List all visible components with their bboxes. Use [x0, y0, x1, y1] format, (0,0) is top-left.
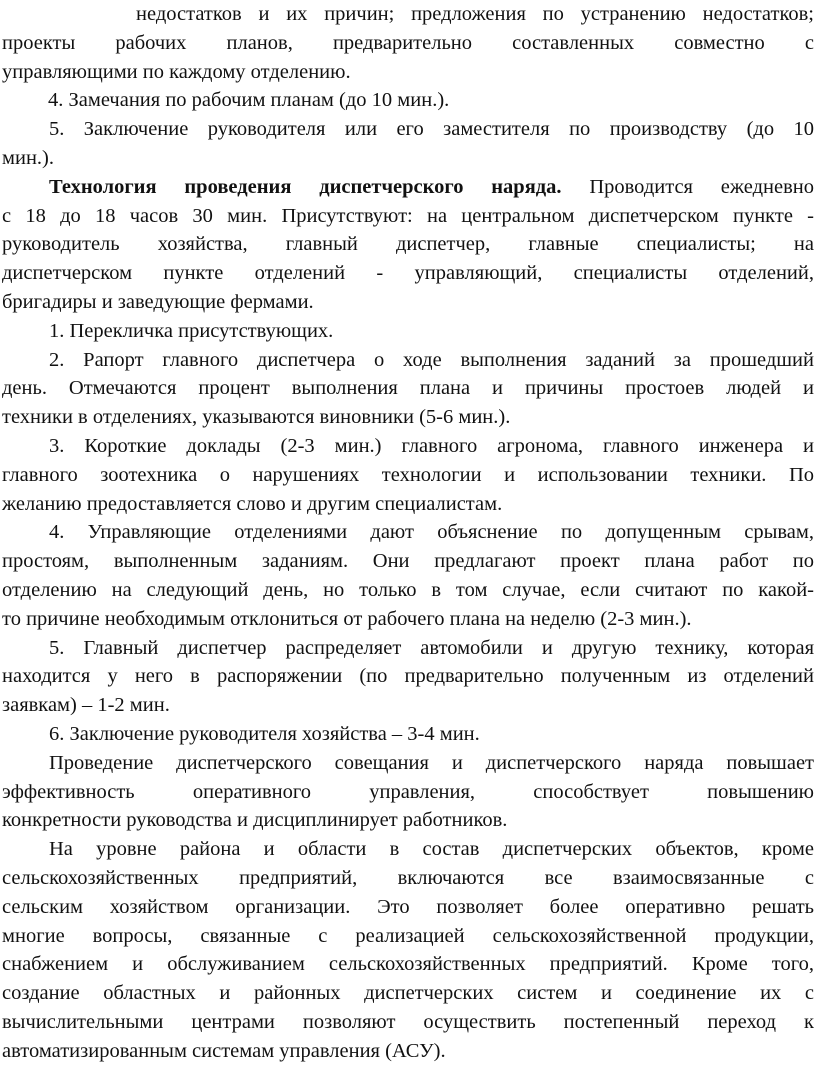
- text-line: [2, 173, 814, 202]
- bold-heading: Технология проведения диспетчерского наряда.: [49, 175, 562, 198]
- text-line: вычислительными центрами позволяют осуществить постепенный переход к: [2, 1010, 814, 1033]
- text-span: Проводится ежедневно: [561, 175, 814, 198]
- text-line: заявкам) – 1-2 мин.: [2, 694, 170, 717]
- text-line: с 18 до 18 часов 30 мин. Присутствуют: на центральном диспетчерском пункте -: [2, 204, 814, 227]
- text-line: 4. Управляющие отделениями дают объяснение по допущенным срывам,: [49, 521, 814, 544]
- paragraph: [2, 115, 814, 173]
- text-line: 2. Рапорт главного диспетчера о ходе выполнения заданий за прошедший: [49, 348, 814, 371]
- text-line: техники в отделениях, указываются виновники (5-6 мин.).: [2, 406, 511, 429]
- text-line: мин.).: [2, 146, 54, 169]
- text-line: проекты рабочих планов, предварительно составленных совместно с: [2, 31, 814, 54]
- paragraph: [2, 634, 814, 720]
- text-line: сельскохозяйственных предприятий, включаются все взаимосвязанные с: [2, 866, 814, 889]
- paragraph: [2, 346, 814, 432]
- paragraph: [2, 518, 814, 633]
- text-line: 6. Заключение руководителя хозяйства – 3-4 мин.: [49, 722, 480, 745]
- text-line: то причине необходимым отклониться от рабочего плана на неделю (2-3 мин.).: [2, 607, 692, 630]
- text-line: создание областных и районных диспетчерских систем и соединение их с: [2, 982, 814, 1005]
- text-line: 3. Короткие доклады (2-3 мин.) главного агронома, главного инженера и: [49, 434, 814, 457]
- text-line: отделению на следующий день, но только в том случае, если считают по какой-: [2, 578, 814, 601]
- paragraph: [2, 835, 814, 1065]
- text-line: недостатков и их причин; предложения по устранению недостатков;: [2, 3, 814, 25]
- text-line: 4. Замечания по рабочим планам (до 10 мин.).: [48, 89, 450, 112]
- text-line: конкретности руководства и дисциплинирует работников.: [2, 809, 508, 832]
- text-line: На уровне района и области в состав диспетчерских объектов, кроме: [49, 838, 814, 861]
- text-line: 1. Перекличка присутствующих.: [49, 319, 334, 342]
- text-line: 5. Заключение руководителя или его заместителя по производству (до 10: [49, 118, 814, 141]
- text-line: 5. Главный диспетчер распределяет автомобили и другую технику, которая: [49, 636, 814, 659]
- document-page: [2, 0, 814, 1065]
- text-line: простоям, выполненным заданиям. Они предлагают проект плана работ по: [2, 550, 814, 573]
- paragraph: [2, 86, 814, 115]
- paragraph: [2, 432, 814, 518]
- paragraph: [2, 0, 814, 86]
- paragraph: [2, 317, 814, 346]
- text-line: диспетчерском пункте отделений - управляющий, специалисты отделений,: [2, 262, 814, 285]
- paragraph: [2, 720, 814, 749]
- text-line: бригадиры и заведующие фермами.: [2, 290, 314, 313]
- text-line: управляющими по каждому отделению.: [2, 60, 351, 83]
- paragraph: [2, 749, 814, 835]
- text-line: желанию предоставляется слово и другим специалистам.: [2, 492, 503, 515]
- text-line: многие вопросы, связанные с реализацией сельскохозяйственной продукции,: [2, 924, 814, 947]
- text-line: эффективность оперативного управления, способствует повышению: [2, 780, 814, 803]
- text-line: главного зоотехника о нарушениях технологии и использовании техники. По: [2, 463, 814, 486]
- paragraph: [2, 173, 814, 317]
- text-line: день. Отмечаются процент выполнения плана и причины простоев людей и: [2, 377, 814, 400]
- text-line: находится у него в распоряжении (по предварительно полученным из отделений: [2, 665, 814, 688]
- text-line: сельским хозяйством организации. Это позволяет более оперативно решать: [2, 895, 814, 918]
- text-line: автоматизированным системам управления (АСУ).: [2, 1039, 446, 1062]
- text-line: руководитель хозяйства, главный диспетчер, главные специалисты; на: [2, 233, 814, 256]
- text-line: Проведение диспетчерского совещания и диспетчерского наряда повышает: [49, 751, 814, 774]
- text-line: снабжением и обслуживанием сельскохозяйственных предприятий. Кроме того,: [2, 953, 814, 976]
